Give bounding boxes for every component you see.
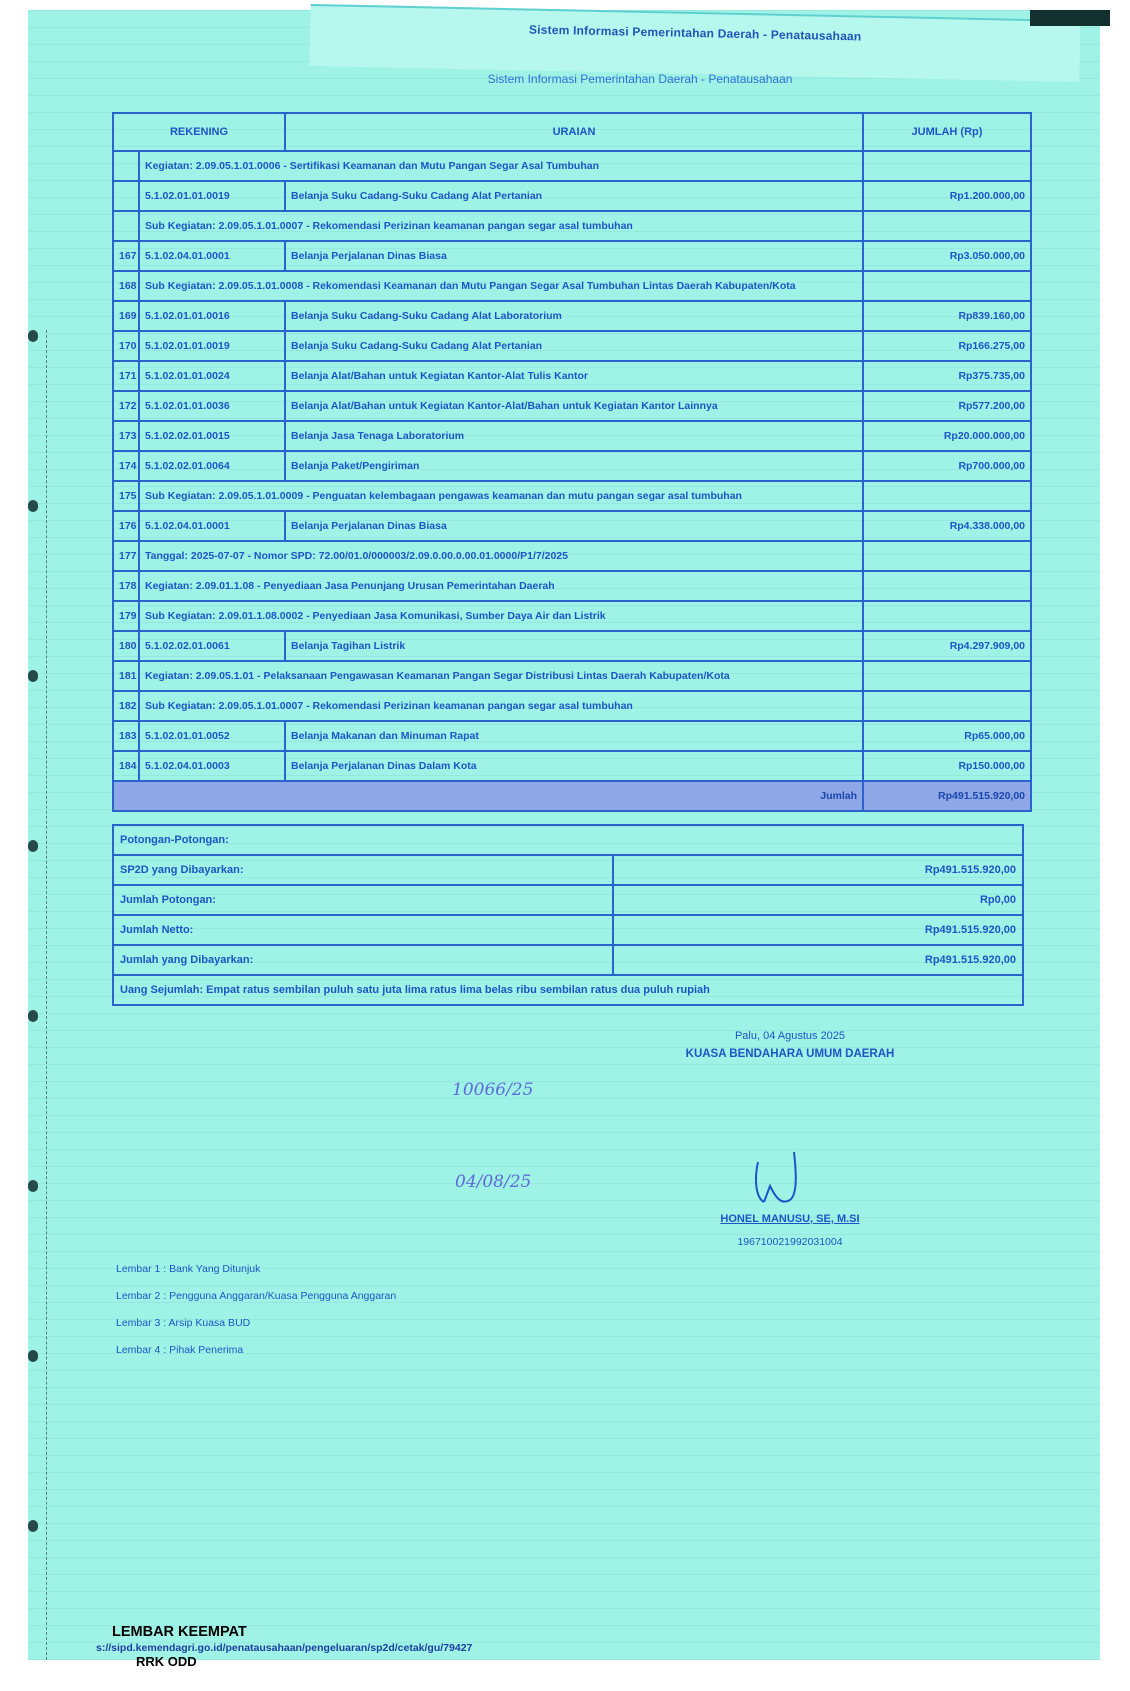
copy-item: Lembar 1 : Bank Yang Ditunjuk	[116, 1263, 261, 1275]
column-header-rekening: REKENING	[113, 113, 285, 151]
punch-hole-icon	[28, 1350, 38, 1362]
column-header-jumlah: JUMLAH (Rp)	[863, 113, 1031, 151]
row-amount: Rp4.297.909,00	[863, 631, 1031, 661]
row-number: 172	[113, 391, 139, 421]
jumlah-dibayarkan-row	[113, 945, 1023, 975]
print-url: s://sipd.kemendagri.go.id/penatausahaan/pengeluaran/sp2d/cetak/gu/79427	[96, 1642, 473, 1654]
row-amount	[863, 151, 1031, 181]
summary-table	[112, 824, 1024, 1006]
row-description: Belanja Suku Cadang-Suku Cadang Alat Pertanian	[285, 181, 863, 211]
row-account-code: 5.1.02.01.01.0036	[139, 391, 285, 421]
table-row	[113, 451, 1031, 481]
row-number: 179	[113, 601, 139, 631]
punch-hole-icon	[28, 670, 38, 682]
row-number	[113, 211, 139, 241]
row-amount: Rp577.200,00	[863, 391, 1031, 421]
row-amount	[863, 541, 1031, 571]
table-row	[113, 601, 1031, 631]
table-row	[113, 271, 1031, 301]
copy-item: Lembar 4 : Pihak Penerima	[116, 1344, 244, 1356]
row-account-code: 5.1.02.02.01.0015	[139, 421, 285, 451]
table-row	[113, 691, 1031, 721]
handwritten-note-date: 04/08/25	[455, 1172, 532, 1192]
table-row	[113, 721, 1031, 751]
table-row	[113, 301, 1031, 331]
row-amount: Rp375.735,00	[863, 361, 1031, 391]
punch-hole-icon	[28, 330, 38, 342]
table-row	[113, 181, 1031, 211]
row-amount: Rp700.000,00	[863, 451, 1031, 481]
total-label: Jumlah	[113, 781, 863, 811]
row-heading: Sub Kegiatan: 2.09.05.1.01.0007 - Rekomendasi Perizinan keamanan pangan segar asal tumbuhan	[139, 691, 863, 721]
row-account-code: 5.1.02.01.01.0019	[139, 331, 285, 361]
signatory-name: HONEL MANUSU, SE, M.SI	[720, 1213, 860, 1225]
row-amount: Rp3.050.000,00	[863, 241, 1031, 271]
jumlah-netto-value: Rp491.515.920,00	[613, 915, 1023, 945]
row-number: 169	[113, 301, 139, 331]
row-account-code: 5.1.02.01.01.0016	[139, 301, 285, 331]
row-number: 180	[113, 631, 139, 661]
total-value: Rp491.515.920,00	[863, 781, 1031, 811]
row-number: 178	[113, 571, 139, 601]
table-row	[113, 241, 1031, 271]
column-header-uraian: URAIAN	[285, 113, 863, 151]
page-title: Sistem Informasi Pemerintahan Daerah - Penatausahaan	[487, 72, 793, 86]
row-description: Belanja Suku Cadang-Suku Cadang Alat Pertanian	[285, 331, 863, 361]
row-account-code: 5.1.02.04.01.0001	[139, 511, 285, 541]
jumlah-potongan-label: Jumlah Potongan:	[113, 885, 613, 915]
row-description: Belanja Perjalanan Dinas Dalam Kota	[285, 751, 863, 781]
table-row	[113, 661, 1031, 691]
row-account-code: 5.1.02.02.01.0064	[139, 451, 285, 481]
row-number	[113, 151, 139, 181]
potongan-row	[113, 825, 1023, 855]
row-description: Belanja Makanan dan Minuman Rapat	[285, 721, 863, 751]
sheet-label: LEMBAR KEEMPAT	[112, 1624, 247, 1640]
row-number: 176	[113, 511, 139, 541]
table-row	[113, 331, 1031, 361]
handwritten-signature-icon	[750, 1150, 810, 1220]
row-number: 177	[113, 541, 139, 571]
terbilang-row	[113, 975, 1023, 1005]
row-description: Belanja Tagihan Listrik	[285, 631, 863, 661]
row-amount	[863, 661, 1031, 691]
table-row	[113, 391, 1031, 421]
row-amount: Rp1.200.000,00	[863, 181, 1031, 211]
row-heading: Kegiatan: 2.09.05.1.01.0006 - Sertifikasi Keamanan dan Mutu Pangan Segar Asal Tumbuhan	[139, 151, 863, 181]
row-number: 171	[113, 361, 139, 391]
row-amount	[863, 601, 1031, 631]
row-amount: Rp150.000,00	[863, 751, 1031, 781]
row-account-code: 5.1.02.01.01.0019	[139, 181, 285, 211]
row-amount	[863, 211, 1031, 241]
signature-role: KUASA BENDAHARA UMUM DAERAH	[685, 1048, 895, 1060]
row-number: 168	[113, 271, 139, 301]
row-number: 175	[113, 481, 139, 511]
row-number: 183	[113, 721, 139, 751]
handwritten-note-number: 10066/25	[452, 1080, 534, 1100]
row-number: 173	[113, 421, 139, 451]
row-amount	[863, 271, 1031, 301]
total-row	[113, 781, 1031, 811]
row-description: Belanja Perjalanan Dinas Biasa	[285, 241, 863, 271]
potongan-label: Potongan-Potongan:	[113, 825, 1023, 855]
table-row	[113, 211, 1031, 241]
sp2d-value: Rp491.515.920,00	[613, 855, 1023, 885]
row-account-code: 5.1.02.02.01.0061	[139, 631, 285, 661]
copy-distribution-list	[116, 1263, 396, 1371]
punch-hole-icon	[28, 1180, 38, 1192]
terbilang-text: Uang Sejumlah: Empat ratus sembilan puluh satu juta lima ratus lima belas ribu sembilan ratus dua puluh rupiah	[113, 975, 1023, 1005]
row-amount: Rp4.338.000,00	[863, 511, 1031, 541]
row-amount: Rp20.000.000,00	[863, 421, 1031, 451]
row-description: Belanja Suku Cadang-Suku Cadang Alat Laboratorium	[285, 301, 863, 331]
table-row	[113, 631, 1031, 661]
punch-hole-icon	[28, 1010, 38, 1022]
row-number: 184	[113, 751, 139, 781]
punch-hole-icon	[28, 1520, 38, 1532]
row-heading: Sub Kegiatan: 2.09.05.1.01.0009 - Penguatan kelembagaan pengawas keamanan dan mutu pangan segar asal tumbuhan	[139, 481, 863, 511]
row-amount: Rp65.000,00	[863, 721, 1031, 751]
jumlah-netto-row	[113, 915, 1023, 945]
row-heading: Kegiatan: 2.09.01.1.08 - Penyediaan Jasa Penunjang Urusan Pemerintahan Daerah	[139, 571, 863, 601]
table-row	[113, 541, 1031, 571]
row-description: Belanja Jasa Tenaga Laboratorium	[285, 421, 863, 451]
row-description: Belanja Perjalanan Dinas Biasa	[285, 511, 863, 541]
table-row	[113, 511, 1031, 541]
sp2d-row	[113, 855, 1023, 885]
table-row	[113, 421, 1031, 451]
row-heading: Sub Kegiatan: 2.09.05.1.01.0008 - Rekomendasi Keamanan dan Mutu Pangan Segar Asal Tumbuhan Lintas Daerah Kabupaten/Kota	[139, 271, 863, 301]
row-number: 174	[113, 451, 139, 481]
back-sheet-title: Sistem Informasi Pemerintahan Daerah - Penatausahaan	[528, 22, 862, 44]
copy-item: Lembar 2 : Pengguna Anggaran/Kuasa Pengguna Anggaran	[116, 1290, 397, 1302]
row-account-code: 5.1.02.01.01.0024	[139, 361, 285, 391]
row-account-code: 5.1.02.01.01.0052	[139, 721, 285, 751]
table-row	[113, 571, 1031, 601]
row-amount: Rp839.160,00	[863, 301, 1031, 331]
row-description: Belanja Paket/Pengiriman	[285, 451, 863, 481]
sp2d-label: SP2D yang Dibayarkan:	[113, 855, 613, 885]
row-description: Belanja Alat/Bahan untuk Kegiatan Kantor-Alat Tulis Kantor	[285, 361, 863, 391]
footer-code: RRK ODD	[136, 1654, 197, 1669]
row-amount	[863, 481, 1031, 511]
row-heading: Sub Kegiatan: 2.09.01.1.08.0002 - Penyediaan Jasa Komunikasi, Sumber Daya Air dan Listrik	[139, 601, 863, 631]
table-row	[113, 361, 1031, 391]
dark-corner	[1030, 10, 1110, 26]
table-row	[113, 481, 1031, 511]
row-number	[113, 181, 139, 211]
row-heading: Kegiatan: 2.09.05.1.01 - Pelaksanaan Pengawasan Keamanan Pangan Segar Distribusi Lintas Daerah Kabupaten/Kota	[139, 661, 863, 691]
row-description: Belanja Alat/Bahan untuk Kegiatan Kantor-Alat/Bahan untuk Kegiatan Kantor Lainnya	[285, 391, 863, 421]
row-number: 170	[113, 331, 139, 361]
row-heading: Tanggal: 2025-07-07 - Nomor SPD: 72.00/01.0/000003/2.09.0.00.0.00.01.0000/P1/7/2025	[139, 541, 863, 571]
row-number: 181	[113, 661, 139, 691]
table-row	[113, 751, 1031, 781]
punch-hole-icon	[28, 840, 38, 852]
jumlah-potongan-value: Rp0,00	[613, 885, 1023, 915]
expense-table	[112, 112, 1032, 812]
signature-place-date: Palu, 04 Agustus 2025	[734, 1030, 846, 1042]
table-body	[113, 151, 1031, 781]
signatory-nip: 196710021992031004	[737, 1236, 843, 1248]
row-amount	[863, 691, 1031, 721]
table-header-row	[113, 113, 1031, 151]
row-number: 182	[113, 691, 139, 721]
punch-hole-icon	[28, 500, 38, 512]
row-number: 167	[113, 241, 139, 271]
signature-block	[640, 1030, 940, 1248]
jumlah-dibayarkan-value: Rp491.515.920,00	[613, 945, 1023, 975]
jumlah-netto-label: Jumlah Netto:	[113, 915, 613, 945]
jumlah-potongan-row	[113, 885, 1023, 915]
row-amount	[863, 571, 1031, 601]
perforation-strip	[28, 330, 47, 1660]
table-row	[113, 151, 1031, 181]
row-account-code: 5.1.02.04.01.0003	[139, 751, 285, 781]
row-amount: Rp166.275,00	[863, 331, 1031, 361]
row-account-code: 5.1.02.04.01.0001	[139, 241, 285, 271]
jumlah-dibayarkan-label: Jumlah yang Dibayarkan:	[113, 945, 613, 975]
row-heading: Sub Kegiatan: 2.09.05.1.01.0007 - Rekomendasi Perizinan keamanan pangan segar asal tumbuhan	[139, 211, 863, 241]
copy-item: Lembar 3 : Arsip Kuasa BUD	[116, 1317, 251, 1329]
